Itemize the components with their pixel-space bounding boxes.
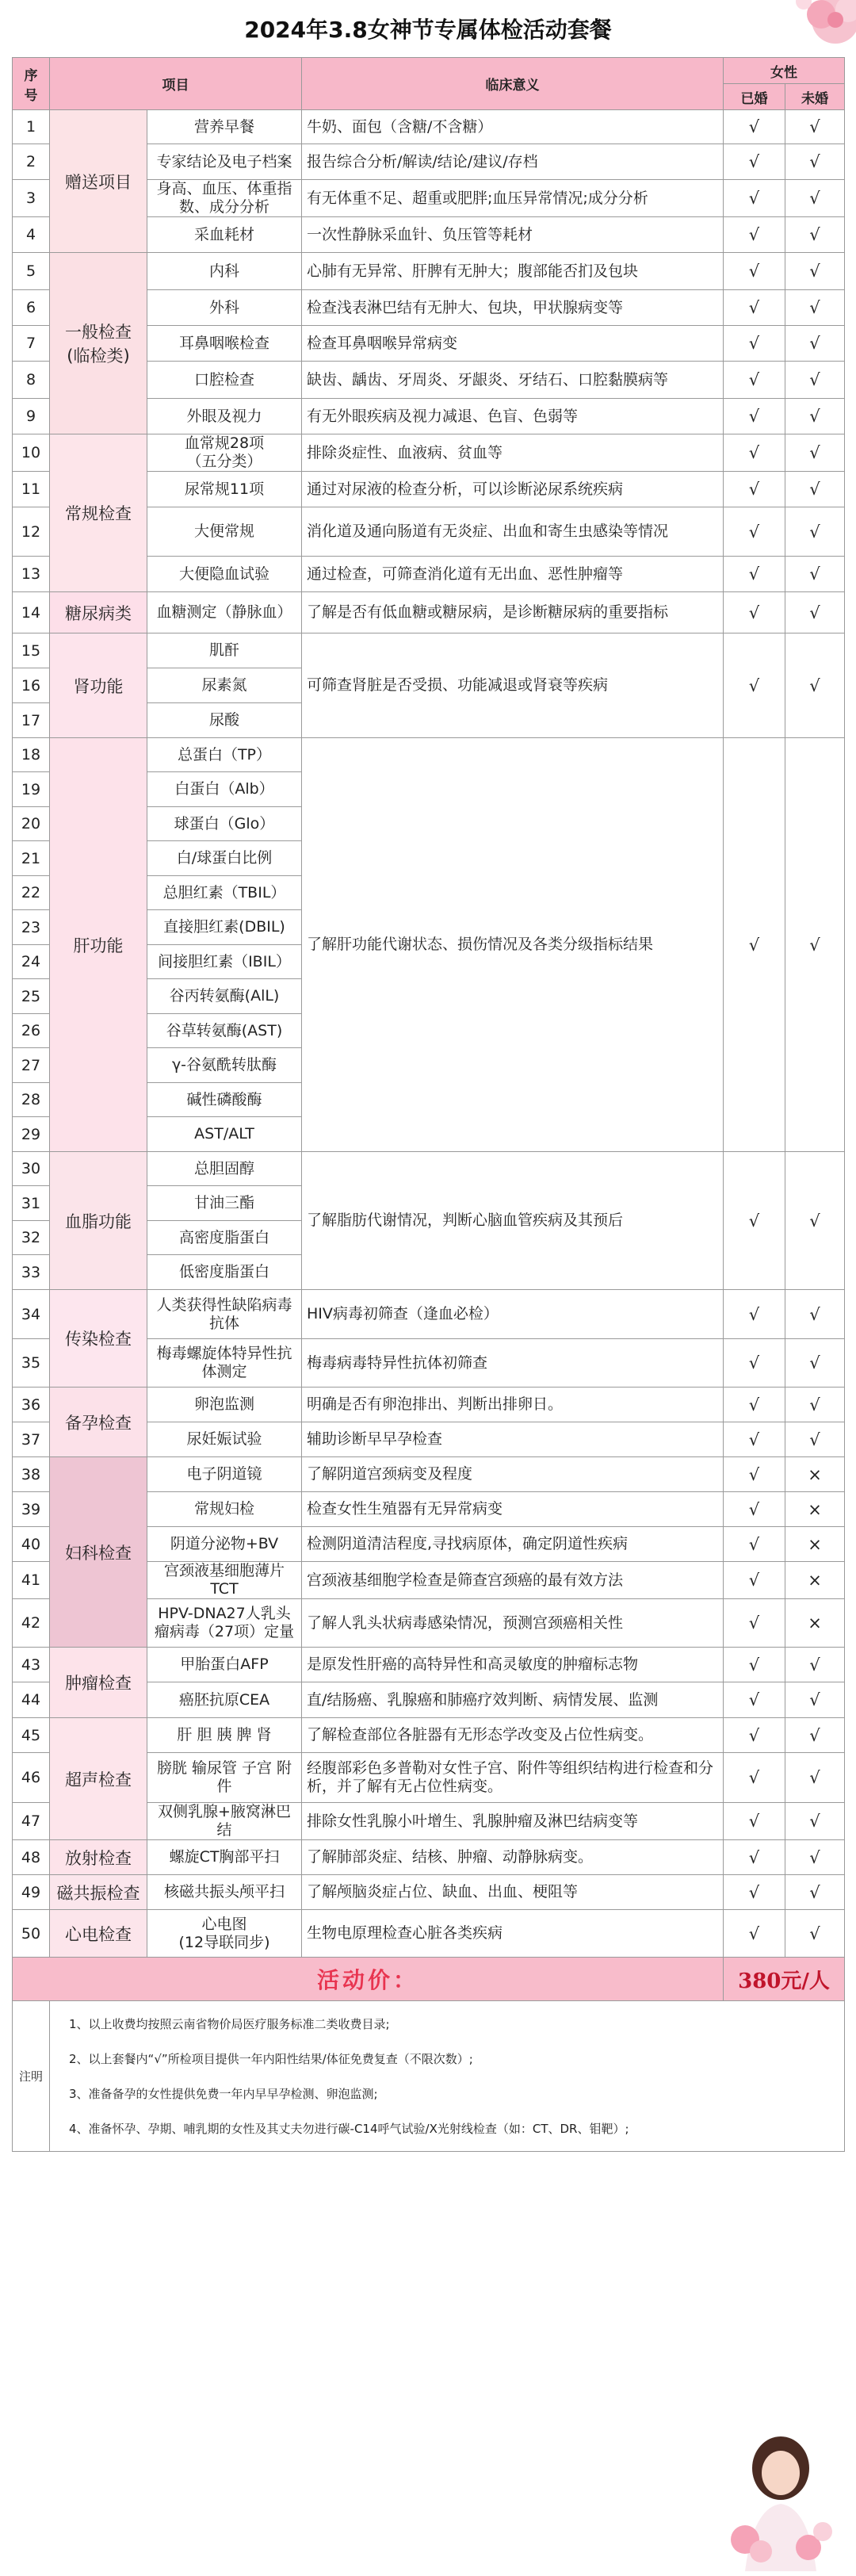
unmarried-mark: √	[785, 1339, 845, 1388]
item-cell: 口腔检查	[147, 362, 302, 399]
married-mark: √	[724, 1492, 785, 1527]
married-mark: √	[724, 434, 785, 472]
married-mark: √	[724, 1682, 785, 1718]
row-number: 15	[13, 633, 50, 668]
significance-cell: 经腹部彩色多普勒对女性子宫、附件等组织结构进行检查和分析，并了解有无占位性病变。	[302, 1753, 724, 1803]
item-cell: 尿妊娠试验	[147, 1422, 302, 1457]
table-row	[13, 110, 845, 144]
row-number: 48	[13, 1840, 50, 1875]
package-table	[12, 57, 845, 2152]
married-mark: √	[724, 1562, 785, 1599]
married-mark: √	[724, 557, 785, 592]
married-mark: √	[724, 326, 785, 362]
table-row	[13, 1290, 845, 1339]
unmarried-mark: √	[785, 557, 845, 592]
item-cell: 尿酸	[147, 703, 302, 738]
table-row	[13, 1648, 845, 1682]
significance-cell: 是原发性肝癌的高特异性和高灵敏度的肿瘤标志物	[302, 1648, 724, 1682]
significance-cell: 辅助诊断早早孕检查	[302, 1422, 724, 1457]
price-label: 活动价：	[13, 1958, 724, 2001]
significance-cell: 消化道及通向肠道有无炎症、出血和寄生虫感染等情况	[302, 507, 724, 557]
unmarried-mark: ×	[785, 1527, 845, 1562]
col-header-seq-line2: 号	[24, 87, 38, 104]
row-number: 5	[13, 253, 50, 290]
notes-label: 注明	[13, 2001, 50, 2152]
significance-cell: 心肺有无异常、肝脾有无肿大；腹部能否扪及包块	[302, 253, 724, 290]
category-cell: 心电检查	[50, 1910, 147, 1958]
unmarried-mark: √	[785, 1152, 845, 1290]
item-cell: 双侧乳腺+腋窝淋巴结	[147, 1803, 302, 1840]
row-number: 16	[13, 668, 50, 703]
unmarried-mark: √	[785, 1290, 845, 1339]
item-cell: 膀胱 输尿管 子宫 附件	[147, 1753, 302, 1803]
item-cell: γ-谷氨酰转肽酶	[147, 1048, 302, 1083]
table-row	[13, 1718, 845, 1753]
row-number: 28	[13, 1083, 50, 1117]
significance-cell: 报告综合分析/解读/结论/建议/存档	[302, 144, 724, 180]
item-cell: AST/ALT	[147, 1117, 302, 1152]
married-mark: √	[724, 1290, 785, 1339]
significance-cell: 通过对尿液的检查分析，可以诊断泌尿系统疾病	[302, 472, 724, 507]
significance-cell: 了解脂肪代谢情况，判断心脑血管疾病及其预后	[302, 1152, 724, 1290]
married-mark: √	[724, 1599, 785, 1648]
category-cell: 一般检查 (临检类)	[50, 253, 147, 434]
row-number: 9	[13, 399, 50, 434]
row-number: 30	[13, 1152, 50, 1186]
significance-cell: 缺齿、龋齿、牙周炎、牙龈炎、牙结石、口腔黏膜病等	[302, 362, 724, 399]
significance-cell: 检查耳鼻咽喉异常病变	[302, 326, 724, 362]
married-mark: √	[724, 217, 785, 253]
row-number: 12	[13, 507, 50, 557]
row-number: 35	[13, 1339, 50, 1388]
item-cell: 耳鼻咽喉检查	[147, 326, 302, 362]
married-mark: √	[724, 144, 785, 180]
married-mark: √	[724, 1718, 785, 1753]
row-number: 36	[13, 1388, 50, 1422]
category-cell: 赠送项目	[50, 110, 147, 253]
col-header-unmarried: 未婚	[785, 84, 845, 110]
unmarried-mark: √	[785, 326, 845, 362]
item-cell: 球蛋白（Glo）	[147, 807, 302, 841]
row-number: 38	[13, 1457, 50, 1492]
married-mark: √	[724, 507, 785, 557]
row-number: 14	[13, 592, 50, 633]
unmarried-mark: ×	[785, 1599, 845, 1648]
unmarried-mark: √	[785, 1682, 845, 1718]
item-cell: 血常规28项 （五分类）	[147, 434, 302, 472]
row-number: 3	[13, 180, 50, 217]
row-number: 24	[13, 945, 50, 979]
married-mark: √	[724, 1422, 785, 1457]
table-row	[13, 738, 845, 772]
unmarried-mark: ×	[785, 1492, 845, 1527]
table-row	[13, 633, 845, 668]
significance-cell: 通过检查，可筛查消化道有无出血、恶性肿瘤等	[302, 557, 724, 592]
unmarried-mark: √	[785, 592, 845, 633]
table-row	[13, 253, 845, 290]
significance-cell: 了解肺部炎症、结核、肿瘤、动静脉病变。	[302, 1840, 724, 1875]
item-cell: 核磁共振头颅平扫	[147, 1875, 302, 1910]
item-cell: 碱性磷酸酶	[147, 1083, 302, 1117]
significance-cell: 检查浅表淋巴结有无肿大、包块，甲状腺病变等	[302, 290, 724, 326]
note-line-4: 4、准备怀孕、孕期、哺乳期的女性及其丈夫勿进行碳-C14呼气试验/X光射线检查（如：CT、DR、钼靶）;	[69, 2121, 629, 2136]
category-cell: 肾功能	[50, 633, 147, 738]
unmarried-mark: √	[785, 507, 845, 557]
category-cell: 备孕检查	[50, 1388, 147, 1457]
item-cell: 专家结论及电子档案	[147, 144, 302, 180]
significance-cell: 直/结肠癌、乳腺癌和肺癌疗效判断、病情发展、监测	[302, 1682, 724, 1718]
col-header-seq	[13, 58, 50, 110]
item-cell: 甲胎蛋白AFP	[147, 1648, 302, 1682]
note-line-3: 3、准备备孕的女性提供免费一年内早早孕检测、卵泡监测;	[69, 2086, 378, 2101]
significance-cell: 明确是否有卵泡排出、判断出排卵日。	[302, 1388, 724, 1422]
row-number: 11	[13, 472, 50, 507]
notes-content	[50, 2001, 845, 2152]
item-cell: 外科	[147, 290, 302, 326]
unmarried-mark: √	[785, 217, 845, 253]
category-cell: 传染检查	[50, 1290, 147, 1388]
item-cell: 阴道分泌物+BV	[147, 1527, 302, 1562]
married-mark: √	[724, 253, 785, 290]
item-cell: 高密度脂蛋白	[147, 1221, 302, 1255]
row-number: 45	[13, 1718, 50, 1753]
item-cell: 常规妇检	[147, 1492, 302, 1527]
row-number: 17	[13, 703, 50, 738]
unmarried-mark: ×	[785, 1457, 845, 1492]
significance-cell: 牛奶、面包（含糖/不含糖）	[302, 110, 724, 144]
row-number: 18	[13, 738, 50, 772]
row-number: 10	[13, 434, 50, 472]
row-number: 6	[13, 290, 50, 326]
row-number: 47	[13, 1803, 50, 1840]
row-number: 49	[13, 1875, 50, 1910]
row-number: 27	[13, 1048, 50, 1083]
table-row	[13, 1457, 845, 1492]
row-number: 13	[13, 557, 50, 592]
item-cell: 大便隐血试验	[147, 557, 302, 592]
significance-cell: 检测阴道清洁程度,寻找病原体，确定阴道性疾病	[302, 1527, 724, 1562]
unmarried-mark: √	[785, 1910, 845, 1958]
row-number: 1	[13, 110, 50, 144]
significance-cell: 有无体重不足、超重或肥胖;血压异常情况;成分分析	[302, 180, 724, 217]
category-cell: 妇科检查	[50, 1457, 147, 1648]
item-cell: 尿常规11项	[147, 472, 302, 507]
table-row	[13, 1152, 845, 1186]
col-header-female: 女性	[724, 58, 845, 84]
unmarried-mark: √	[785, 1422, 845, 1457]
unmarried-mark: √	[785, 1875, 845, 1910]
col-header-married: 已婚	[724, 84, 785, 110]
col-header-significance: 临床意义	[302, 58, 724, 110]
item-cell: 白/球蛋白比例	[147, 841, 302, 876]
married-mark: √	[724, 1910, 785, 1958]
item-cell: 低密度脂蛋白	[147, 1255, 302, 1290]
row-number: 21	[13, 841, 50, 876]
row-number: 37	[13, 1422, 50, 1457]
unmarried-mark: √	[785, 1803, 845, 1840]
item-cell: 尿素氮	[147, 668, 302, 703]
item-cell: 间接胆红素（IBIL）	[147, 945, 302, 979]
unmarried-mark: √	[785, 362, 845, 399]
item-cell: 肌酐	[147, 633, 302, 668]
item-cell: 宫颈液基细胞薄片TCT	[147, 1562, 302, 1599]
row-number: 44	[13, 1682, 50, 1718]
row-number: 23	[13, 910, 50, 945]
item-cell: 总胆红素（TBIL）	[147, 876, 302, 910]
significance-cell: 生物电原理检查心脏各类疾病	[302, 1910, 724, 1958]
married-mark: √	[724, 1527, 785, 1562]
row-number: 2	[13, 144, 50, 180]
row-number: 25	[13, 979, 50, 1014]
significance-cell: HIV病毒初筛查（逢血必检）	[302, 1290, 724, 1339]
category-cell: 肝功能	[50, 738, 147, 1152]
item-cell: HPV-DNA27人乳头瘤病毒（27项）定量	[147, 1599, 302, 1648]
col-header-item: 项目	[50, 58, 302, 110]
row-number: 8	[13, 362, 50, 399]
married-mark: √	[724, 1803, 785, 1840]
unmarried-mark: √	[785, 399, 845, 434]
married-mark: √	[724, 738, 785, 1152]
table-row	[13, 592, 845, 633]
item-cell: 营养早餐	[147, 110, 302, 144]
category-cell: 血脂功能	[50, 1152, 147, 1290]
note-line-2: 2、以上套餐内“√”所检项目提供一年内阳性结果/体征免费复查（不限次数）;	[69, 2051, 473, 2066]
row-number: 19	[13, 772, 50, 807]
row-number: 7	[13, 326, 50, 362]
table-row	[13, 1875, 845, 1910]
unmarried-mark: √	[785, 180, 845, 217]
unmarried-mark: √	[785, 144, 845, 180]
married-mark: √	[724, 633, 785, 738]
item-cell: 采血耗材	[147, 217, 302, 253]
row-number: 34	[13, 1290, 50, 1339]
notes-row	[13, 2001, 845, 2152]
item-cell: 螺旋CT胸部平扫	[147, 1840, 302, 1875]
row-number: 22	[13, 876, 50, 910]
category-cell: 糖尿病类	[50, 592, 147, 633]
note-line-1: 1、以上收费均按照云南省物价局医疗服务标准二类收费目录;	[69, 2016, 390, 2031]
row-number: 43	[13, 1648, 50, 1682]
row-number: 31	[13, 1186, 50, 1221]
item-cell: 甘油三酯	[147, 1186, 302, 1221]
married-mark: √	[724, 180, 785, 217]
category-cell: 放射检查	[50, 1840, 147, 1875]
significance-cell: 了解颅脑炎症占位、缺血、出血、梗阻等	[302, 1875, 724, 1910]
item-cell: 总胆固醇	[147, 1152, 302, 1186]
row-number: 42	[13, 1599, 50, 1648]
married-mark: √	[724, 1753, 785, 1803]
significance-cell: 了解肝功能代谢状态、损伤情况及各类分级指标结果	[302, 738, 724, 1152]
item-cell: 谷草转氨酶(AST)	[147, 1014, 302, 1048]
unmarried-mark: √	[785, 434, 845, 472]
unmarried-mark: √	[785, 253, 845, 290]
row-number: 4	[13, 217, 50, 253]
item-cell: 卵泡监测	[147, 1388, 302, 1422]
unmarried-mark: √	[785, 472, 845, 507]
married-mark: √	[724, 472, 785, 507]
married-mark: √	[724, 1457, 785, 1492]
unmarried-mark: √	[785, 1718, 845, 1753]
significance-cell: 排除女性乳腺小叶增生、乳腺肿瘤及淋巴结病变等	[302, 1803, 724, 1840]
category-cell: 肿瘤检查	[50, 1648, 147, 1718]
row-number: 40	[13, 1527, 50, 1562]
item-cell: 身高、血压、体重指数、成分分析	[147, 180, 302, 217]
unmarried-mark: √	[785, 1648, 845, 1682]
row-number: 39	[13, 1492, 50, 1527]
significance-cell: 了解人乳头状病毒感染情况，预测宫颈癌相关性	[302, 1599, 724, 1648]
significance-cell: 有无外眼疾病及视力减退、色盲、色弱等	[302, 399, 724, 434]
package-sheet	[12, 57, 844, 2514]
significance-cell: 了解是否有低血糖或糖尿病，是诊断糖尿病的重要指标	[302, 592, 724, 633]
significance-cell: 一次性静脉采血针、负压管等耗材	[302, 217, 724, 253]
married-mark: √	[724, 1875, 785, 1910]
table-body	[13, 110, 845, 1958]
significance-cell: 宫颈液基细胞学检查是筛查宫颈癌的最有效方法	[302, 1562, 724, 1599]
item-cell: 癌胚抗原CEA	[147, 1682, 302, 1718]
significance-cell: 了解检查部位各脏器有无形态学改变及占位性病变。	[302, 1718, 724, 1753]
row-number: 46	[13, 1753, 50, 1803]
unmarried-mark: √	[785, 738, 845, 1152]
item-cell: 人类获得性缺陷病毒抗体	[147, 1290, 302, 1339]
unmarried-mark: √	[785, 1840, 845, 1875]
item-cell: 直接胆红素(DBIL)	[147, 910, 302, 945]
item-cell: 总蛋白（TP）	[147, 738, 302, 772]
item-cell: 谷丙转氨酶(AlL)	[147, 979, 302, 1014]
item-cell: 梅毒螺旋体特异性抗体测定	[147, 1339, 302, 1388]
unmarried-mark: ×	[785, 1562, 845, 1599]
item-cell: 血糖测定（静脉血）	[147, 592, 302, 633]
significance-cell: 了解阴道宫颈病变及程度	[302, 1457, 724, 1492]
row-number: 20	[13, 807, 50, 841]
table-row	[13, 434, 845, 472]
price-row	[13, 1958, 845, 2001]
item-cell: 大便常规	[147, 507, 302, 557]
significance-cell: 梅毒病毒特异性抗体初筛查	[302, 1339, 724, 1388]
item-cell: 内科	[147, 253, 302, 290]
row-number: 26	[13, 1014, 50, 1048]
price-value: 380元/人	[724, 1958, 845, 2001]
significance-cell: 排除炎症性、血液病、贫血等	[302, 434, 724, 472]
item-cell: 白蛋白（Alb）	[147, 772, 302, 807]
married-mark: √	[724, 1840, 785, 1875]
married-mark: √	[724, 110, 785, 144]
page-title: 2024年3.8女神节专属体检活动套餐	[244, 17, 612, 43]
item-cell: 电子阴道镜	[147, 1457, 302, 1492]
married-mark: √	[724, 399, 785, 434]
unmarried-mark: √	[785, 1753, 845, 1803]
item-cell: 肝 胆 胰 脾 肾	[147, 1718, 302, 1753]
married-mark: √	[724, 1152, 785, 1290]
unmarried-mark: √	[785, 290, 845, 326]
unmarried-mark: √	[785, 1388, 845, 1422]
table-row	[13, 1910, 845, 1958]
row-number: 29	[13, 1117, 50, 1152]
married-mark: √	[724, 362, 785, 399]
married-mark: √	[724, 1388, 785, 1422]
table-row	[13, 1388, 845, 1422]
married-mark: √	[724, 290, 785, 326]
woman-illustration-icon	[721, 2421, 840, 2571]
married-mark: √	[724, 592, 785, 633]
col-header-seq-line1: 序	[24, 67, 38, 84]
significance-cell: 可筛查肾脏是否受损、功能减退或肾衰等疾病	[302, 633, 724, 738]
category-cell: 磁共振检查	[50, 1875, 147, 1910]
item-cell: 心电图 (12导联同步)	[147, 1910, 302, 1958]
row-number: 50	[13, 1910, 50, 1958]
married-mark: √	[724, 1648, 785, 1682]
unmarried-mark: √	[785, 633, 845, 738]
row-number: 33	[13, 1255, 50, 1290]
category-cell: 常规检查	[50, 434, 147, 592]
row-number: 41	[13, 1562, 50, 1599]
significance-cell: 检查女性生殖器有无异常病变	[302, 1492, 724, 1527]
table-row	[13, 1840, 845, 1875]
row-number: 32	[13, 1221, 50, 1255]
item-cell: 外眼及视力	[147, 399, 302, 434]
married-mark: √	[724, 1339, 785, 1388]
category-cell: 超声检查	[50, 1718, 147, 1840]
unmarried-mark: √	[785, 110, 845, 144]
